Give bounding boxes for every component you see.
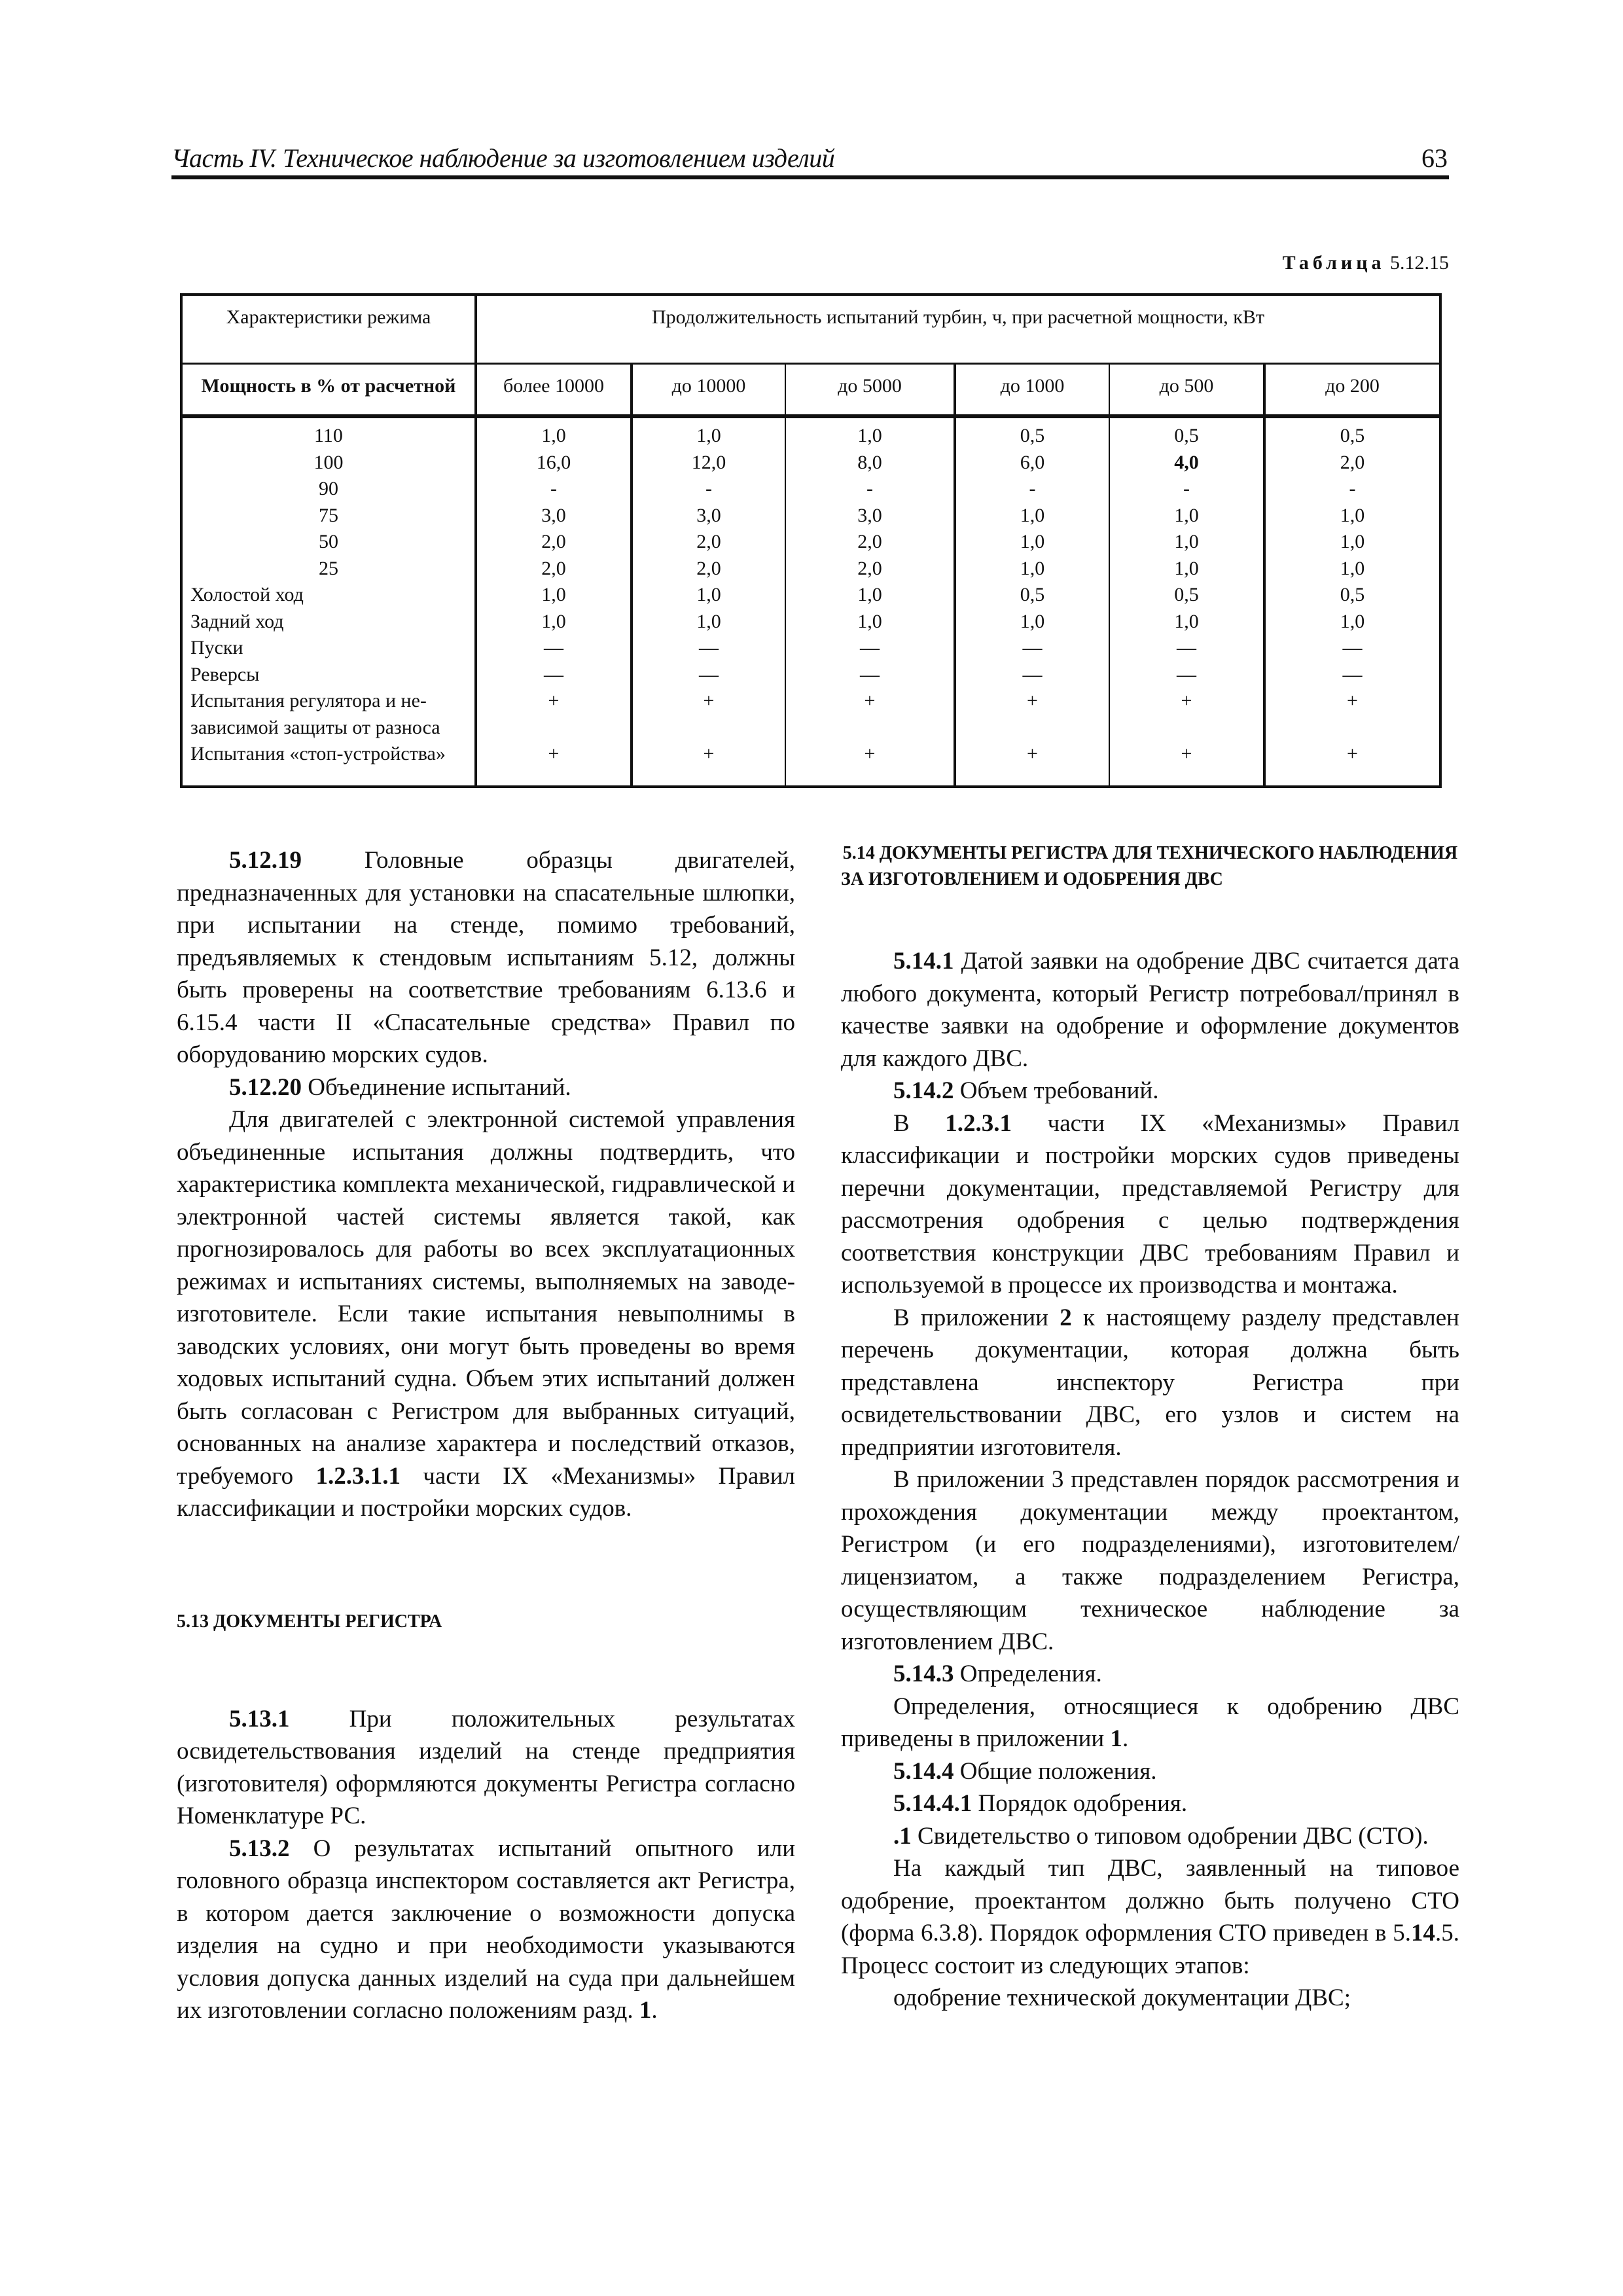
- cell: 1,0: [541, 425, 566, 446]
- row-label: Испытания «стоп-устройства»: [190, 743, 446, 764]
- spacer: [177, 1635, 795, 1703]
- clause-number: 5.12.20: [229, 1073, 302, 1101]
- paragraph-text: О результатах испытаний опытного или головного образца инспектором составляется акт Регистра, в котором дается заключение о возможности допуска изделия на судно и при необходимости указываются условия допуска данных изделий на суда при дальнейшем их изготовлении согласно положениям разд.: [177, 1835, 795, 2024]
- cell: 1,0: [1174, 504, 1199, 526]
- cell: 1,0: [857, 425, 882, 446]
- cell: —: [1022, 663, 1043, 685]
- cell: 2,0: [1340, 451, 1365, 473]
- cell: +: [1181, 743, 1192, 764]
- paragraph-5-12-20: [177, 1071, 795, 1104]
- values-col-to-200: [1266, 423, 1439, 768]
- table-border-top: [180, 293, 1442, 296]
- spacer: [177, 1525, 795, 1609]
- cell: 4,0: [1174, 451, 1199, 473]
- item-number: .1: [893, 1822, 912, 1850]
- left-text-column: [177, 844, 795, 2027]
- cell: 2,0: [857, 557, 882, 579]
- cell: 1,0: [1340, 504, 1365, 526]
- cell: 1,0: [1020, 610, 1045, 632]
- cell: 1,0: [541, 584, 566, 605]
- cell: 0,5: [1174, 584, 1199, 605]
- header-duration-span: Продолжительность испытаний турбин, ч, при расчетной мощности, кВт: [652, 306, 1264, 328]
- cell: 3,0: [696, 504, 721, 526]
- cell: 0,5: [1174, 425, 1199, 446]
- cell: +: [1027, 690, 1038, 711]
- paragraph-text: части IX «Механизмы» Правил классификации и постройки морских судов приведены перечни документации, представляемой Регистру для рассмотрения одобрения с целью подтверждения соответствия конструкции ДВС требованиям Правил и используемой в процессе их производства и монтажа.: [841, 1109, 1459, 1299]
- paragraph-text: Для двигателей с электронной системой управления объединенные испытания должны подтвердить, что характеристика комплекта механической, гидравлической и электронной частей системы является такой, как прогнозировалось для работы во всех эксплуатационных режимах и испытаниях системы, выполняемых на заводе-изготовителе. Если такие испытания невыполнимы в заводских условиях, они могут быть проведены во время ходовых испытаний судна. Объем этих испытаний должен быть согласован с Регистром для выбранных ситуаций, основанных на анализе характера и последствий отказов, требуемого: [177, 1106, 795, 1490]
- cell: 6,0: [1020, 451, 1045, 473]
- paragraph-text: В приложении: [893, 1304, 1060, 1331]
- row-label: 110: [314, 425, 343, 446]
- clause-number: 5.14.2: [893, 1077, 954, 1104]
- paragraph-text: Порядок одобрения.: [972, 1790, 1188, 1817]
- cell: —: [699, 663, 719, 685]
- header-power-percent: Мощность в % от расчетной: [201, 375, 456, 397]
- values-col-to-1000: [956, 423, 1109, 768]
- cell: +: [1347, 690, 1358, 711]
- cell: 0,5: [1340, 425, 1365, 446]
- cell: 0,5: [1340, 584, 1365, 605]
- paragraph-text: Датой заявки на одобрение ДВС считается дата любого документа, который Регистр потребовал/принял в качестве заявки на одобрение и оформление документов для каждого ДВС.: [841, 948, 1459, 1072]
- table-caption: [1283, 252, 1449, 274]
- cell: 0,5: [1020, 584, 1045, 605]
- section-heading-5-14: 5.14 ДОКУМЕНТЫ РЕГИСТРА ДЛЯ ТЕХНИЧЕСКОГО НАБЛЮДЕНИЯ ЗА ИЗГОТОВЛЕНИЕМ И ОДОБРЕНИЯ ДВС: [841, 843, 1458, 889]
- cell: —: [544, 637, 563, 658]
- cell-empty: [1266, 715, 1439, 742]
- paragraph-5-14-3: [841, 1658, 1459, 1691]
- cell: 1,0: [857, 610, 882, 632]
- cell: 3,0: [541, 504, 566, 526]
- paragraph-5-13-2: [177, 1833, 795, 2027]
- paragraph-text: При положительных результатах освидетельствования изделий на стенде предприятия (изготовителя) оформляются документы Регистра согласно Номенклатуре РС.: [177, 1705, 795, 1829]
- cell: +: [703, 690, 715, 711]
- reference: 1.2.3.1: [945, 1109, 1012, 1137]
- header-col-to-1000: до 1000: [1000, 375, 1065, 397]
- cell-empty: [477, 715, 630, 742]
- clause-number: 5.14.4: [893, 1757, 954, 1785]
- paragraph-text: части IX «Механизмы» Правил классификации и постройки морских судов.: [177, 1462, 796, 1522]
- values-col-to-10000: [633, 423, 785, 768]
- table-caption-number: 5.12.15: [1390, 252, 1449, 274]
- paragraph-definitions: [841, 1691, 1459, 1755]
- header-rule: [171, 175, 1449, 179]
- cell: —: [1342, 663, 1363, 685]
- cell-empty: [1110, 715, 1263, 742]
- cell: -: [866, 478, 873, 499]
- cell-empty: [956, 715, 1109, 742]
- table-caption-word: Таблица: [1282, 252, 1385, 274]
- cell-empty: [786, 715, 954, 742]
- paragraph-text: Объединение испытаний.: [302, 1073, 571, 1101]
- cell: 1,0: [1020, 531, 1045, 552]
- paragraph-each-type: [841, 1852, 1459, 1982]
- row-label: 90: [319, 478, 338, 499]
- cell: -: [1029, 478, 1036, 499]
- table-border-right: [1439, 293, 1442, 787]
- cell: 0,5: [1020, 425, 1045, 446]
- reference: 1: [1110, 1725, 1122, 1752]
- cell: 1,0: [1340, 610, 1365, 632]
- paragraph-text: Определения.: [954, 1660, 1102, 1687]
- cell: 1,0: [1340, 531, 1365, 552]
- cell: +: [548, 743, 560, 764]
- clause-number: 5.14.4.1: [893, 1790, 972, 1817]
- cell: —: [1342, 637, 1363, 658]
- cell: 1,0: [696, 425, 721, 446]
- cell: 8,0: [857, 451, 882, 473]
- row-label: 100: [313, 451, 344, 473]
- cell: +: [864, 690, 876, 711]
- cell: +: [1347, 743, 1358, 764]
- reference: 1.2.3.1.1: [315, 1462, 401, 1490]
- row-label: Пуски: [190, 637, 243, 658]
- paragraph-text: .: [651, 1997, 658, 2024]
- row-label: 50: [319, 531, 338, 552]
- header-row-divider: [180, 363, 1442, 365]
- cell: +: [548, 690, 560, 711]
- paragraph-text: Свидетельство о типовом одобрении ДВС (СТО).: [911, 1822, 1429, 1850]
- reference: 2: [1060, 1304, 1072, 1331]
- cell: 1,0: [1174, 531, 1199, 552]
- reference: 14: [1411, 1920, 1435, 1946]
- cell: —: [860, 663, 880, 685]
- paragraph-stage-1: одобрение технической документации ДВС;: [893, 1984, 1351, 2011]
- header-col-over-10000: более 10000: [503, 375, 604, 397]
- row-label: 75: [319, 504, 338, 526]
- header-col-to-10000: до 10000: [671, 375, 746, 397]
- running-title: Часть IV. Техническое наблюдение за изготовлением изделий: [171, 143, 835, 173]
- paragraph-5-14-2: [841, 1075, 1459, 1107]
- cell: 12,0: [691, 451, 726, 473]
- paragraph-text: На каждый тип ДВС, заявленный на типовое одобрение, проектантом должно быть получено СТО (форма 6.3.8). Порядок оформления СТО приведен в 5.: [841, 1855, 1459, 1946]
- row-label: Холостой ход: [190, 584, 304, 605]
- cell: -: [550, 478, 557, 499]
- spacer: [841, 893, 1459, 945]
- cell: —: [1177, 637, 1196, 658]
- paragraph-text: .5. Процесс состоит из следующих этапов:: [841, 1920, 1459, 1979]
- cell: 1,0: [1174, 610, 1199, 632]
- paragraph-text: к настоящему разделу представлен перечень документации, которая должна быть представлена инспектору Регистра при освидетельствовании ДВС, его узлов и систем на предприятии изготовителя.: [841, 1304, 1459, 1461]
- cell-empty: [633, 715, 785, 742]
- cell: —: [544, 663, 563, 685]
- cell: —: [1177, 663, 1196, 685]
- table-border-bottom: [180, 785, 1442, 788]
- cell: 1,0: [1174, 557, 1199, 579]
- header-col-to-200: до 200: [1325, 375, 1380, 397]
- clause-number: 5.14.1: [893, 948, 954, 975]
- values-col-to-5000: [786, 423, 954, 768]
- header-col-to-500: до 500: [1159, 375, 1214, 397]
- paragraph-5-13-1: [177, 1703, 795, 1833]
- cell: -: [1349, 478, 1356, 499]
- row-labels: [183, 423, 474, 768]
- cell: 1,0: [1340, 557, 1365, 579]
- paragraph-5-14-1: [841, 945, 1459, 1075]
- cell: +: [703, 743, 715, 764]
- values-col-over-10000: [477, 423, 630, 768]
- cell: —: [860, 637, 880, 658]
- cell: 2,0: [696, 531, 721, 552]
- header-mode-characteristics: Характеристики режима: [226, 306, 431, 328]
- values-col-to-500: [1110, 423, 1263, 768]
- turbine-test-duration-table: [180, 293, 1442, 787]
- cell: 2,0: [541, 531, 566, 552]
- cell: —: [1022, 637, 1043, 658]
- cell: +: [1181, 690, 1192, 711]
- row-label-cont: зависимой защиты от разноса: [190, 716, 440, 738]
- cell: 3,0: [857, 504, 882, 526]
- clause-number: 5.13.1: [229, 1705, 290, 1732]
- cell: 1,0: [696, 610, 721, 632]
- clause-number: 5.14.3: [893, 1660, 954, 1687]
- cell: 2,0: [696, 557, 721, 579]
- row-label: Задний ход: [190, 610, 284, 632]
- paragraph-5-12-19: [177, 844, 795, 1071]
- cell: 1,0: [696, 584, 721, 605]
- cell: 1,0: [857, 584, 882, 605]
- paragraph-scope: [841, 1107, 1459, 1302]
- page-number: 63: [1421, 143, 1448, 173]
- cell: +: [1027, 743, 1038, 764]
- cell: 2,0: [857, 531, 882, 552]
- page-header: [171, 143, 1448, 179]
- paragraph-combined-tests: [177, 1103, 795, 1525]
- paragraph-text: .: [1122, 1725, 1129, 1752]
- right-text-column: [841, 840, 1459, 2015]
- cell: 16,0: [536, 451, 571, 473]
- reference: 1: [639, 1997, 652, 2024]
- paragraph-text: Головные образцы двигателей, предназначенных для установки на спасательные шлюпки, при испытании на стенде, помимо требований, предъявляемых к стендовым испытаниям 5.12, должны быть проверены на соответствие требованиям 6.13.6 и 6.15.4 части II «Спасательные средства» Правил по оборудованию морских судов.: [177, 847, 795, 1068]
- row-label: Испытания регулятора и не-: [190, 690, 427, 711]
- header-body-divider: [180, 414, 1442, 418]
- header-col-to-5000: до 5000: [838, 375, 902, 397]
- paragraph-appendix-2: [841, 1302, 1459, 1464]
- cell: 2,0: [541, 557, 566, 579]
- clause-number: 5.12.19: [229, 847, 302, 874]
- paragraph-5-14-4: [841, 1755, 1459, 1788]
- cell: -: [1183, 478, 1190, 499]
- paragraph-item-1: [841, 1820, 1459, 1853]
- clause-number: 5.13.2: [229, 1835, 290, 1862]
- paragraph-appendix-3: В приложении 3 представлен порядок рассмотрения и прохождения документации между проектантом, Регистром (и его подразделениями), изготовителем/лицензиатом, а также подразделением Регистра, осуществляющим техническое наблюдение за изготовлением ДВС.: [841, 1466, 1459, 1655]
- cell: +: [864, 743, 876, 764]
- paragraph-text: Определения, относящиеся к одобрению ДВС приведены в приложении: [841, 1693, 1459, 1752]
- row-label: 25: [319, 557, 338, 579]
- section-heading-5-13: 5.13 ДОКУМЕНТЫ РЕГИСТРА: [177, 1611, 442, 1632]
- cell: 1,0: [541, 610, 566, 632]
- cell: 1,0: [1020, 557, 1045, 579]
- paragraph-5-14-4-1: [841, 1787, 1459, 1820]
- paragraph-text: Общие положения.: [954, 1757, 1157, 1785]
- row-label: Реверсы: [190, 663, 260, 685]
- paragraph-text: В: [893, 1109, 946, 1137]
- cell: 1,0: [1020, 504, 1045, 526]
- paragraph-text: Объем требований.: [954, 1077, 1159, 1104]
- cell: -: [705, 478, 712, 499]
- cell: —: [699, 637, 719, 658]
